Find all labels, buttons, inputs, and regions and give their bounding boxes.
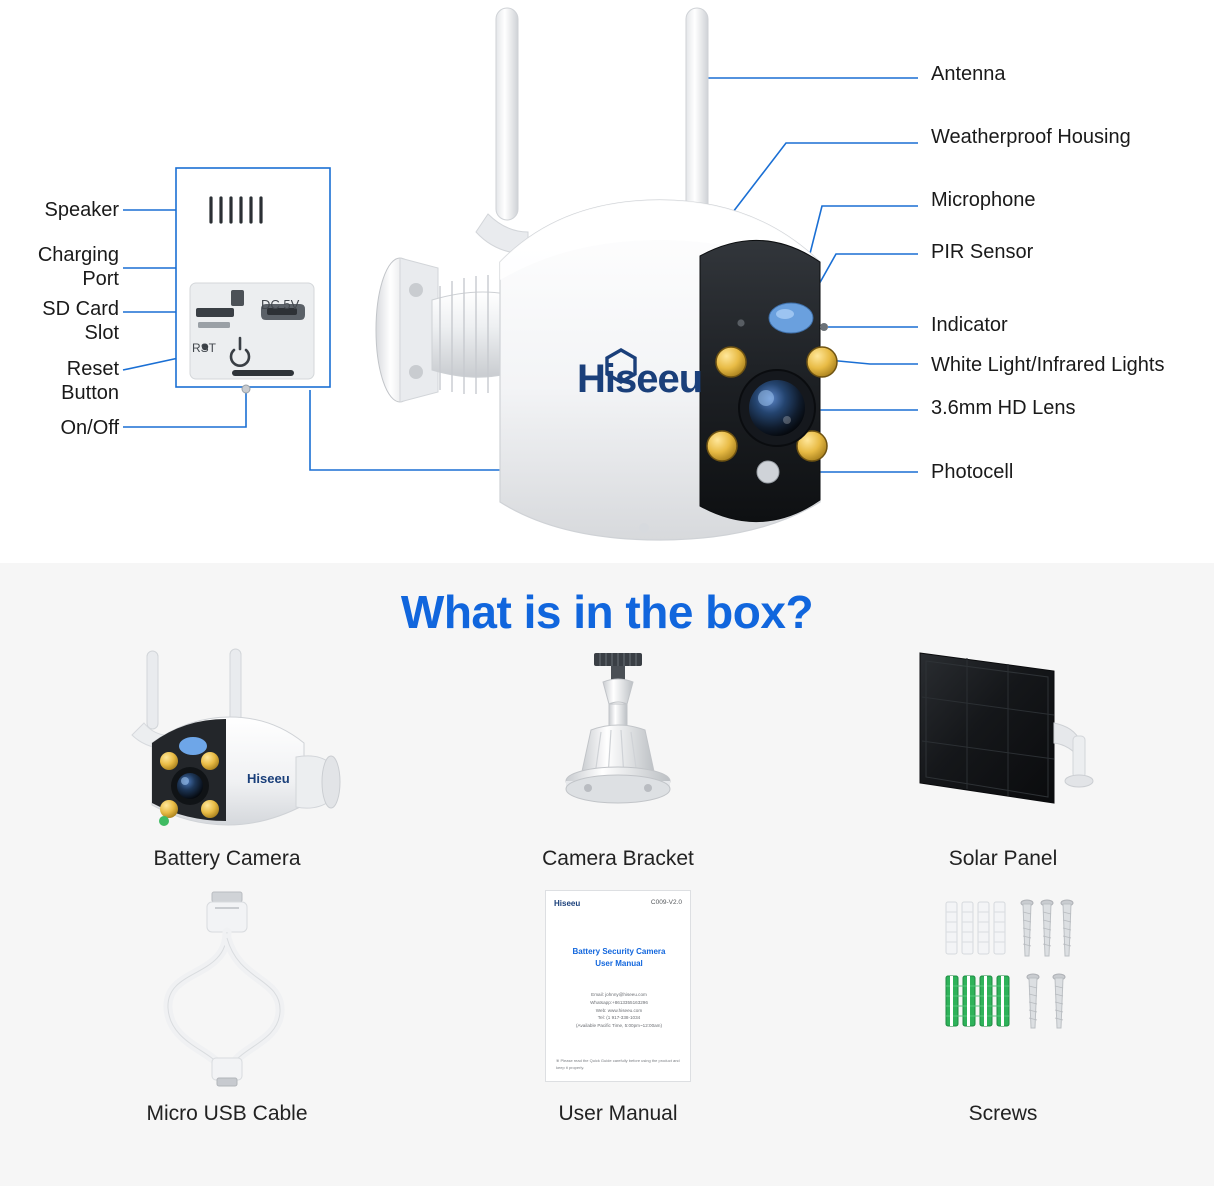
callout-pir-sensor <box>931 240 1033 264</box>
screws-art <box>810 886 1196 1096</box>
manual-contact: Email: johnny@hiseeu.com Whatsapp:+8613355163296 Web: www.hiseeu.com Tel: (1 917-338-1034 (Available Pacific Time, 5:00pm~12:00am) <box>575 992 663 1029</box>
callout-white-infrared-lights-label: White Light/Infrared Lights <box>931 354 1165 376</box>
callout-antenna <box>931 62 1006 86</box>
solar-panel-art <box>810 631 1196 841</box>
callout-on-off <box>60 416 119 440</box>
manual-title-line1: Battery Security Camera <box>572 947 666 956</box>
callout-microphone <box>931 188 1036 212</box>
micro-usb-cable-art <box>34 886 420 1096</box>
camera-feature-diagram <box>0 0 1214 563</box>
box-items-grid <box>0 631 1214 1186</box>
battery-camera-art <box>34 631 420 841</box>
diagram-illustration <box>0 0 1214 563</box>
manual-brand: Hiseeu <box>554 899 581 908</box>
label-rst: RST <box>192 341 216 355</box>
callout-on-off-label: On/Off <box>60 417 119 439</box>
callout-speaker-label: Speaker <box>44 199 119 221</box>
callout-photocell <box>931 460 1013 484</box>
box-item-battery-camera-label: Battery Camera <box>153 847 301 870</box>
user-manual-art <box>425 886 811 1096</box>
manual-model: C009-V2.0 <box>650 899 682 906</box>
camera-bracket-art <box>425 631 811 841</box>
box-item-solar-panel <box>810 631 1196 871</box>
box-item-camera-bracket-label: Camera Bracket <box>542 847 694 870</box>
svg-text:Hiseeu: Hiseeu <box>247 771 290 786</box>
box-item-user-manual <box>425 886 811 1126</box>
callout-speaker <box>45 198 120 222</box>
box-section-title: What is in the box? <box>400 586 814 638</box>
box-item-micro-usb-cable <box>34 886 420 1126</box>
callout-reset-button-label-1: Reset <box>66 358 119 380</box>
callout-weatherproof-housing-label: Weatherproof Housing <box>931 126 1131 148</box>
box-item-micro-usb-cable-label: Micro USB Cable <box>146 1102 308 1125</box>
callout-sd-card-slot <box>42 298 119 345</box>
callout-reset-button <box>61 358 119 405</box>
manual-title-line2: User Manual <box>595 959 643 968</box>
box-item-battery-camera <box>34 631 420 871</box>
svg-text:Hiseeu: Hiseeu <box>577 357 703 401</box>
callout-charging-port-label-2: Port <box>82 267 119 290</box>
callout-hd-lens-label: 3.6mm HD Lens <box>931 397 1076 419</box>
manual-footer: ※ Please read the Quick Guide carefully before using the product and keep it properly. <box>556 1058 680 1070</box>
box-item-screws <box>810 886 1196 1126</box>
box-item-solar-panel-label: Solar Panel <box>948 847 1058 870</box>
box-item-screws-label: Screws <box>968 1102 1038 1125</box>
callout-charging-port-label-1: Charging <box>37 244 119 266</box>
callout-indicator-label: Indicator <box>931 314 1008 336</box>
label-dc5v: DC 5V <box>261 297 300 312</box>
callout-white-infrared-lights <box>931 353 1164 377</box>
callout-sd-card-slot-label-2: Slot <box>84 321 119 344</box>
box-item-camera-bracket <box>425 631 811 871</box>
callout-indicator <box>931 313 1008 337</box>
callout-antenna-label: Antenna <box>931 63 1006 85</box>
callout-reset-button-label-2: Button <box>61 381 119 404</box>
whats-in-the-box-section <box>0 563 1214 1186</box>
callout-hd-lens <box>931 396 1076 420</box>
callout-sd-card-slot-label-1: SD Card <box>42 298 119 320</box>
callout-pir-sensor-label: PIR Sensor <box>931 241 1034 263</box>
callout-microphone-label: Microphone <box>931 189 1036 211</box>
callout-photocell-label: Photocell <box>931 461 1014 483</box>
callout-weatherproof-housing <box>931 125 1131 149</box>
callout-charging-port <box>38 244 119 291</box>
box-item-user-manual-label: User Manual <box>558 1102 678 1125</box>
